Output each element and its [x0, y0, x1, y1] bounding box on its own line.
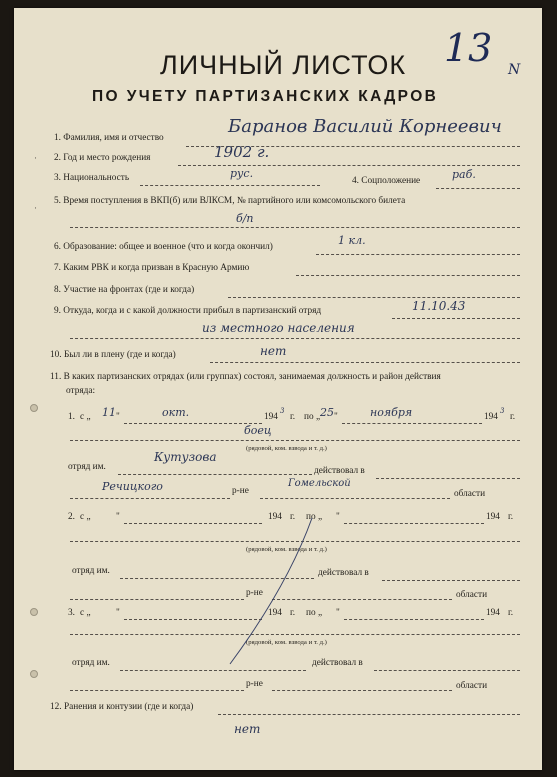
- field-8-label: 8. Участие на фронтах (где и когда): [54, 285, 195, 295]
- entry-to-label: по „: [304, 412, 321, 422]
- entry-from-label: с „: [80, 512, 91, 522]
- entry-district-label: р-не: [246, 588, 263, 598]
- page-title: ЛИЧНЫЙ ЛИСТОК: [160, 50, 407, 80]
- entry-acted-label: действовал в: [318, 568, 369, 578]
- margin-tick: ·: [34, 203, 37, 213]
- entry-year-from-prefix: 194: [264, 412, 278, 422]
- entry-position-note: (рядовой, ком. взвода и т. д.): [246, 639, 327, 646]
- entry-region-label: области: [456, 681, 488, 691]
- entry-to-label: по „: [306, 512, 323, 522]
- entry-quote: ": [116, 512, 120, 522]
- entry-acted-label: действовал в: [314, 466, 365, 476]
- entry-unit-name: Кутузова: [154, 450, 217, 464]
- entry-year-from-prefix: 194: [268, 608, 282, 618]
- entry-from-label: с „: [80, 608, 91, 618]
- entry-acted-label: действовал в: [312, 658, 363, 668]
- entry-year-to-suffix: г.: [508, 608, 514, 618]
- field-1-label: 1. Фамилия, имя и отчество: [54, 133, 164, 143]
- field-5-label: 5. Время поступления в ВКП(б) или ВЛКСМ, № партийного или комсомольского билета: [54, 196, 406, 206]
- page-subtitle: ПО УЧЕТУ ПАРТИЗАНСКИХ КАДРОВ: [92, 88, 439, 105]
- entry-year-from-prefix: 194: [268, 512, 282, 522]
- entry-month-to: ноября: [370, 406, 413, 419]
- entry-region-label: области: [456, 590, 488, 600]
- entry-region-label: области: [454, 489, 486, 499]
- field-6-label: 6. Образование: общее и военное (что и когда окончил): [54, 242, 273, 252]
- entry-day-from: 11: [102, 406, 116, 419]
- field-2-value: 1902 г.: [214, 143, 270, 161]
- entry-district-label: р-не: [246, 679, 263, 689]
- field-11-label: 11. В каких партизанских отрядах (или группах) состоял, занимаемая должность и район действия: [50, 372, 441, 382]
- entry-from-label: с „: [80, 412, 91, 422]
- entry-year-from-suffix: г.: [290, 412, 296, 422]
- entry-year-to: 3: [500, 407, 505, 415]
- field-6-value: 1 кл.: [338, 234, 366, 247]
- entry-quote: ": [116, 608, 120, 618]
- entry-quote: ": [116, 412, 120, 422]
- entry-unit-label: отряд им.: [72, 566, 110, 576]
- corner-number: 13: [444, 26, 493, 70]
- field-7-label: 7. Каким РВК и когда призван в Красную Армию: [54, 263, 250, 273]
- cross-out-stroke: [14, 8, 542, 770]
- field-3-value: рус.: [230, 167, 254, 180]
- field-10-label: 10. Был ли в плену (где и когда): [50, 350, 176, 360]
- margin-tick: ·: [34, 153, 37, 163]
- entry-year-from-suffix: г.: [290, 512, 296, 522]
- entry-number: 2.: [68, 512, 75, 522]
- entry-year-to-prefix: 194: [484, 412, 498, 422]
- entry-month-from: окт.: [162, 406, 190, 419]
- entry-position: боец: [244, 424, 272, 437]
- entry-year-from-suffix: г.: [290, 608, 296, 618]
- corner-mark: N: [508, 62, 521, 78]
- field-11-label-2: отряда:: [66, 386, 96, 396]
- entry-year-to-prefix: 194: [486, 512, 500, 522]
- field-12-line: [218, 714, 520, 715]
- field-10-value: нет: [260, 344, 287, 358]
- field-12-value: нет: [234, 722, 261, 736]
- entry-position-note: (рядовой, ком. взвода и т. д.): [246, 445, 327, 452]
- entry-quote: ": [336, 512, 340, 522]
- field-9-value: из местного населения: [202, 321, 355, 335]
- document-sheet: [14, 8, 542, 770]
- entry-quote: ": [334, 412, 338, 422]
- field-1-value: Баранов Василий Корнеевич: [228, 116, 502, 137]
- field-9-date: 11.10.43: [412, 299, 466, 313]
- entry-year-to-suffix: г.: [510, 412, 516, 422]
- entry-to-label: по „: [306, 608, 323, 618]
- entry-unit-label: отряд им.: [68, 462, 106, 472]
- field-5-value: б/п: [236, 212, 254, 225]
- field-4-value: раб.: [452, 168, 476, 181]
- field-12-label: 12. Ранения и контузии (где и когда): [50, 702, 194, 712]
- entry-acted-place: Гомельской: [288, 478, 351, 489]
- field-9-label: 9. Откуда, когда и с какой должности прибыл в партизанский отряд: [54, 306, 322, 316]
- entry-year-from: 3: [280, 407, 285, 415]
- field-3-label: 3. Национальность: [54, 173, 130, 183]
- entry-district-label: р-не: [232, 486, 249, 496]
- entry-number: 1.: [68, 412, 75, 422]
- entry-unit-label: отряд им.: [72, 658, 110, 668]
- entry-position-note: (рядовой, ком. взвода и т. д.): [246, 546, 327, 553]
- entry-year-to-prefix: 194: [486, 608, 500, 618]
- field-2-label: 2. Год и место рождения: [54, 153, 151, 163]
- entry-number: 3.: [68, 608, 75, 618]
- entry-day-to: 25: [320, 406, 334, 419]
- entry-year-to-suffix: г.: [508, 512, 514, 522]
- field-4-label: 4. Соцположение: [352, 176, 421, 186]
- entry-district-name: Речицкого: [102, 480, 163, 493]
- entry-quote: ": [336, 608, 340, 618]
